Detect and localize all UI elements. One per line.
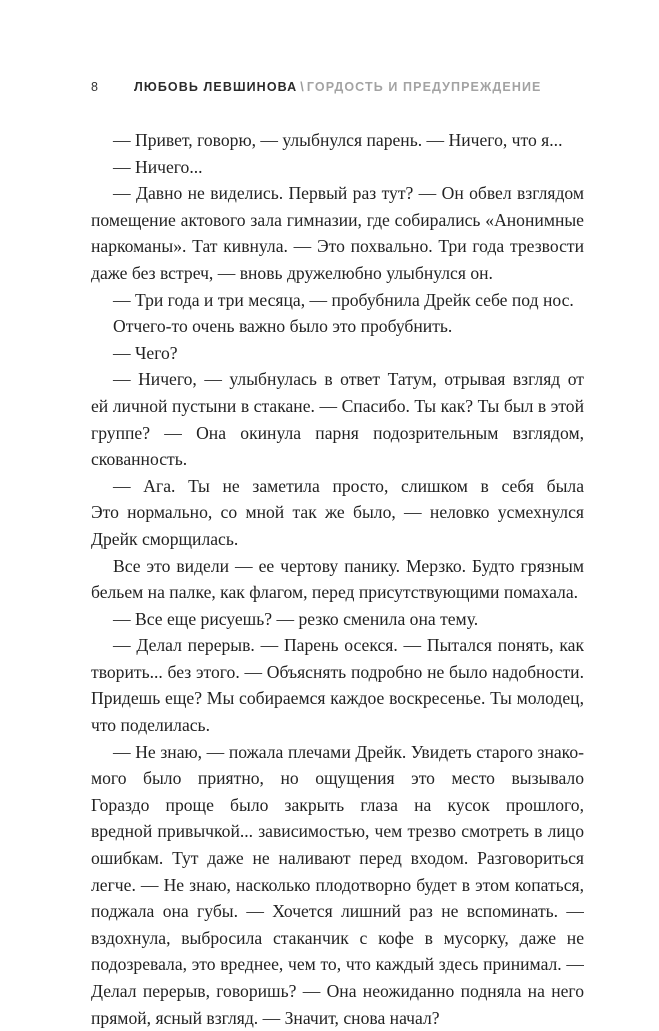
text-line: что поделилась. (91, 715, 210, 736)
text-line: помещение актового зала гимназии, где собирались «Анонимные (91, 209, 584, 230)
text-line: вздохнула, выбросила стаканчик с кофе в мусорку, даже не (91, 927, 584, 948)
text-line: наркоманы». Тат кивнула. — Это похвально. Три года трезвости (91, 236, 584, 257)
text-line: ошибкам. Тут даже не наливают перед входом. Разговориться (91, 848, 584, 869)
page-number: 8 (91, 80, 98, 94)
text-line: — Делал перерыв. — Парень осекся. — Пытался понять, как (113, 635, 584, 656)
text-line: Делал перерыв, говоришь? — Она неожиданно подняла на него (91, 981, 584, 1001)
text-line: группе? — Она окинула парня подозрительным взглядом, (91, 422, 584, 443)
text-line: Гораздо проще было закрыть глаза на кусок прошлого, (91, 794, 584, 815)
text-line: творить... без этого. — Объяснять подробно не было надобности. (91, 661, 584, 682)
text-line: Это нормально, со мной так же было, — неловко усмехнулся (91, 502, 584, 523)
text-line: — Привет, говорю, — улыбнулся парень. — Ничего, что я... (113, 130, 563, 150)
text-line: — Ничего, — улыбнулась в ответ Татум, отрывая взгляд от (113, 369, 584, 390)
text-line: Дрейк сморщилась. (91, 528, 239, 549)
page-body (91, 127, 584, 1031)
text-line: Все это видели — ее чертову панику. Мерзко. Будто грязным (113, 555, 584, 576)
text-line: — Ничего... (113, 156, 203, 177)
author-name: ЛЮБОВЬ ЛЕВШИНОВА (133, 80, 298, 94)
text-line: — Чего? (113, 342, 178, 363)
text-line: бельем на палке, как флагом, перед присутствующими помахала. (91, 582, 579, 603)
text-line: Придешь еще? Мы собираемся каждое воскресенье. Ты молодец, (91, 688, 584, 709)
text-line: даже без встреч, — вновь дружелюбно улыбнулся он. (91, 262, 493, 283)
text-line: Отчего-то очень важно было это пробубнить. (113, 316, 453, 337)
text-line: — Не знаю, — пожала плечами Дрейк. Увидеть старого знако- (113, 741, 584, 762)
text-line: подозревала, это вреднее, чем то, что каждый здесь принимал. — (91, 954, 584, 975)
text-line: легче. — Не знаю, насколько плодотворно будет в этом копаться, (91, 874, 584, 895)
text-line: — Ага. Ты не заметила просто, слишком в себя была (113, 475, 584, 496)
text-line: — Давно не виделись. Первый раз тут? — Он обвел взглядом (113, 183, 584, 204)
text-line: ей личной пустыни в стакане. — Спасибо. Ты как? Ты был в этой (91, 395, 584, 416)
header-separator: \ (300, 80, 305, 94)
text-line: вредной привычкой... зависимостью, чем трезво смотреть в лицо (91, 821, 584, 842)
running-header (91, 80, 542, 94)
text-line: скованность. (91, 449, 188, 470)
text-line: — Три года и три месяца, — пробубнила Дрейк себе под нос. (113, 289, 574, 310)
text-line: мого было приятно, но ощущения это место вызывало (91, 768, 584, 789)
text-line: — Все еще рисуешь? — резко сменила она тему. (113, 608, 479, 629)
book-title: ГОРДОСТЬ И ПРЕДУПРЕЖДЕНИЕ (306, 80, 542, 94)
text-line: поджала она губы. — Хочется лишний раз не вспоминать. — (91, 901, 584, 922)
text-line: прямой, ясный взгляд. — Значит, снова начал? (91, 1007, 440, 1028)
